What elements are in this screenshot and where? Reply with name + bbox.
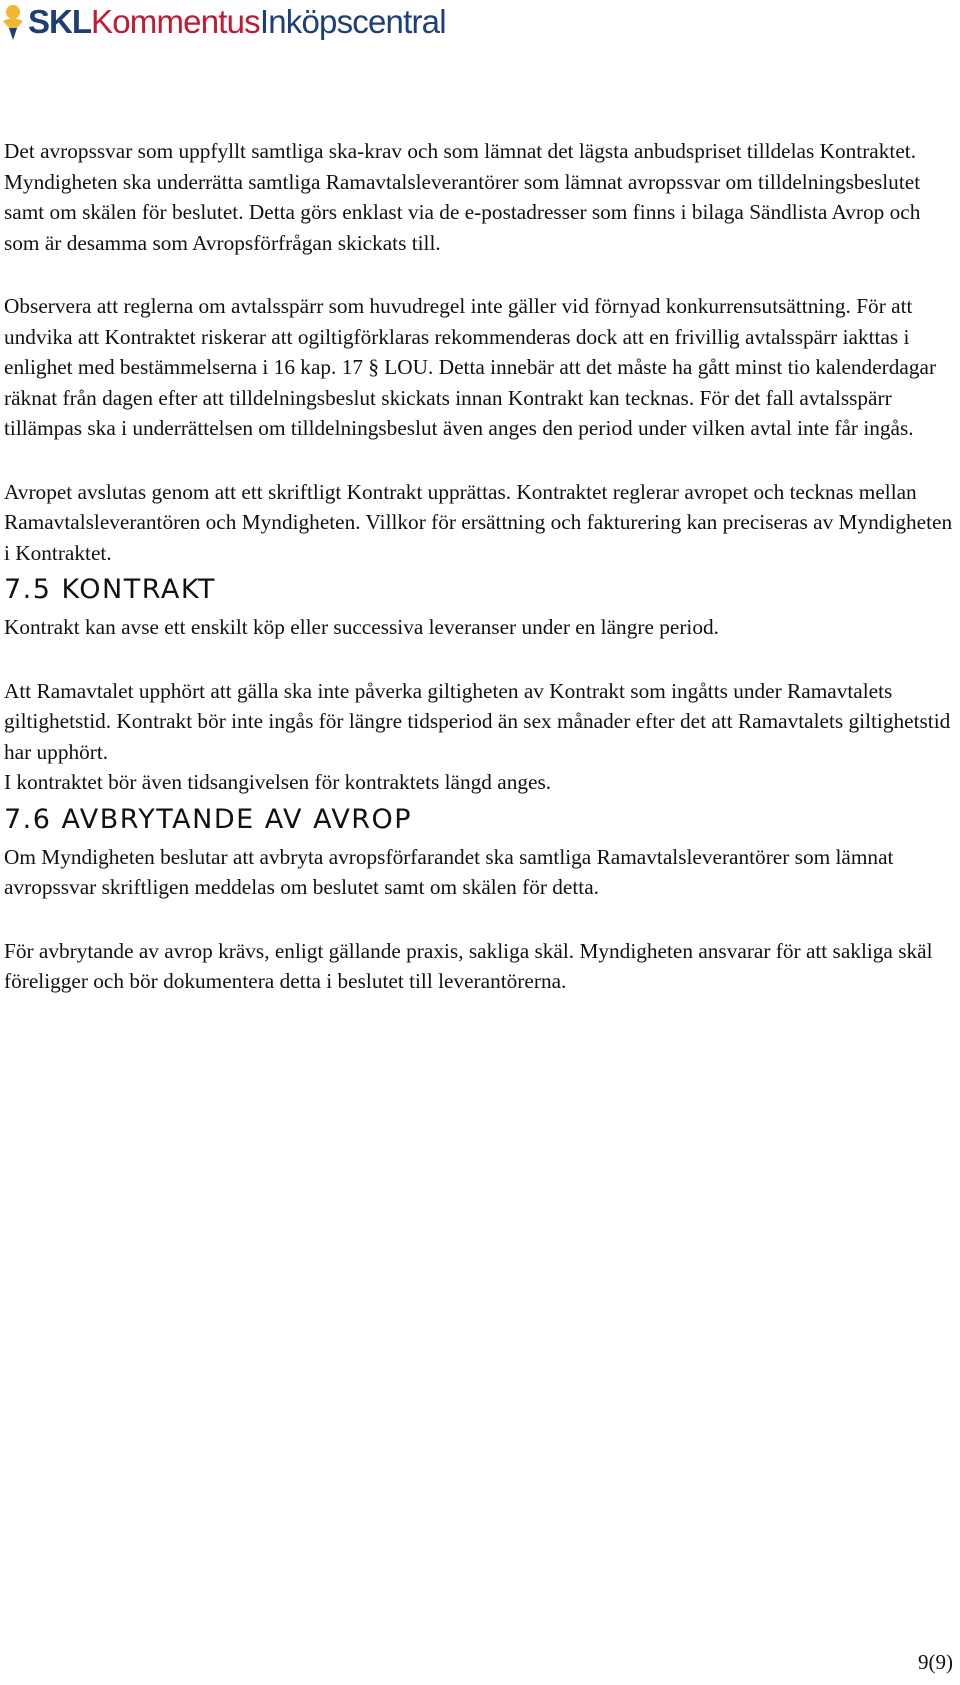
logo-skl: SKL [28, 3, 91, 40]
header-logo [0, 0, 446, 44]
section-heading-avbrytande: 7.6 AVBRYTANDE AV AVROP [4, 803, 413, 835]
paragraph-sakliga-skal: För avbrytande av avrop krävs, enligt gällande praxis, sakliga skäl. Myndigheten ansvarar för att sakliga skäl föreligger och bör dokumentera detta i beslutet till leverantörerna. [4, 938, 933, 993]
document-body [4, 136, 954, 997]
logo-inkopscentral: Inköpscentral [259, 3, 446, 40]
paragraph-kontrakt-avse: Kontrakt kan avse ett enskilt köp eller successiva leveranser under en längre period. [4, 615, 719, 639]
person-figure-icon [0, 2, 26, 42]
page-number: 9(9) [918, 1650, 953, 1674]
logo-wordmark [28, 2, 446, 42]
paragraph-tilldelning: Det avropssvar som uppfyllt samtliga ska-krav och som lämnat det lägsta anbudspriset tilldelas Kontraktet. Myndigheten ska underrätta samtliga Ramavtalsleverantörer som lämnat avropssvar om tilldelningsbeslutet samt om skälen för beslutet. Detta görs enklast via de e-postadresser som finns i bilaga Sändlista Avrop och som är desamma som Avropsförfrågan skickats till. [4, 139, 921, 255]
paragraph-avbryta-beslut: Om Myndigheten beslutar att avbryta avropsförfarandet ska samtliga Ramavtalsleverantörer som lämnat avropssvar skriftligen meddelas om beslutet samt om skälen för detta. [4, 844, 894, 899]
paragraph-ramavtal-upphort: Att Ramavtalet upphört att gälla ska inte påverka giltigheten av Kontrakt som ingåtts under Ramavtalets giltighetstid. Kontrakt bör inte ingås för längre tidsperiod än sex månader efter det att Ramavtalets giltighetstid har upphört. [4, 678, 951, 764]
logo-kommentus: Kommentus [91, 3, 260, 40]
section-heading-kontrakt: 7.5 KONTRAKT [4, 574, 216, 605]
paragraph-avtalssparr: Observera att reglerna om avtalsspärr som huvudregel inte gäller vid förnyad konkurrensutsättning. För att undvika att Kontraktet riskerar att ogiltigförklaras rekommenderas dock att en frivillig avtalsspärr iakttas i enlighet med bestämmelserna i 16 kap. 17 § LOU. Detta innebär att det måste ha gått minst tio kalenderdagar räknat från dagen efter att tilldelningsbeslut skickats innan Kontrakt kan tecknas. För det fall avtalsspärr tillämpas ska i underrättelsen om tilldelningsbeslut även anges den period under vilken avtal inte får ingås. [4, 294, 937, 440]
paragraph-avropet-avslutas: Avropet avslutas genom att ett skriftligt Kontrakt upprättas. Kontraktet reglerar avropet och tecknas mellan Ramavtalsleverantören och Myndigheten. Villkor för ersättning och fakturering kan preciseras av Myndigheten i Kontraktet. [4, 479, 953, 565]
paragraph-tidsangivelse: I kontraktet bör även tidsangivelsen för kontraktets längd anges. [4, 770, 552, 794]
